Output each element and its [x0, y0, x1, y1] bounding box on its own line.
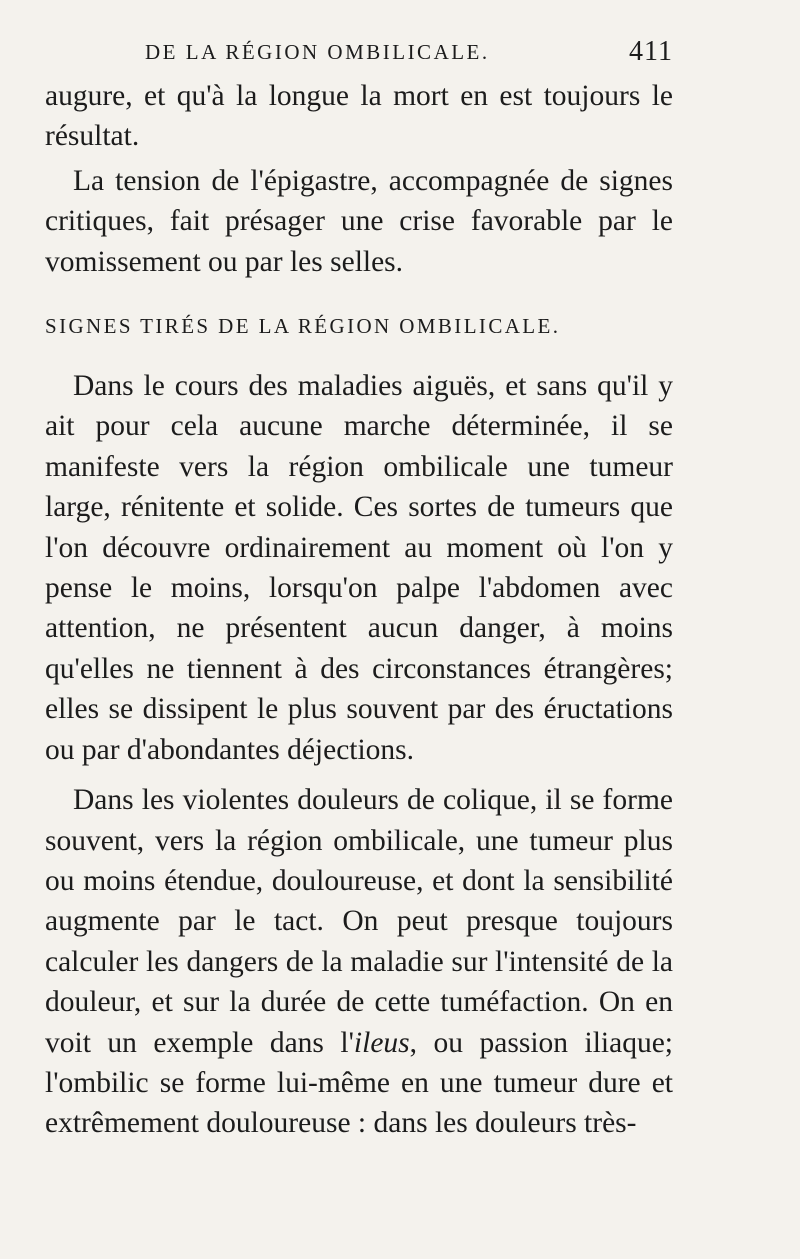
page-number: 411: [629, 36, 673, 67]
paragraph-colique-text-2: , ou passion iliaque; l'ombilic se forme lui-même en une tumeur dure et extrêmement douloureuse : dans les douleurs très-: [45, 1026, 673, 1140]
running-title: DE LA RÉGION OMBILICALE.: [145, 40, 490, 64]
section-heading: SIGNES TIRÉS DE LA RÉGION OMBILICALE.: [45, 314, 561, 339]
paragraph-colique: [45, 780, 673, 1144]
running-head: [45, 30, 673, 78]
italic-term-ileus: ileus: [353, 1026, 410, 1059]
paragraph-epigastre: La tension de l'épigastre, accompagnée de signes critiques, fait présager une crise favorable par le vomissement ou par les selles.: [45, 164, 673, 278]
page-body: [45, 76, 673, 1144]
paragraph-continuation: augure, et qu'à la longue la mort en est toujours le résultat.: [45, 80, 673, 153]
paragraph-colique-text-1: Dans les violentes douleurs de colique, il se forme souvent, vers la région ombilicale, une tumeur plus ou moins étendue, douloureuse, et dont la sensibilité augmente par le tact. On peut presque toujours calculer les dangers de la maladie sur l'intensité de la douleur, et sur la durée de cette tuméfaction. On en voit un exemple dans l': [45, 784, 673, 1059]
paragraph-tumeur-ombilicale: Dans le cours des maladies aiguës, et sans qu'il y ait pour cela aucune marche déterminée, il se manifeste vers la région ombilicale une tumeur large, rénitente et solide. Ces sortes de tumeurs que l'on découvre ordinairement au moment où l'on y pense le moins, lorsqu'on palpe l'abdomen avec attention, ne présentent aucun danger, à moins qu'elles ne tiennent à des circonstances étrangères; elles se dissipent le plus souvent par des éructations ou par d'abondantes déjections.: [45, 370, 673, 766]
